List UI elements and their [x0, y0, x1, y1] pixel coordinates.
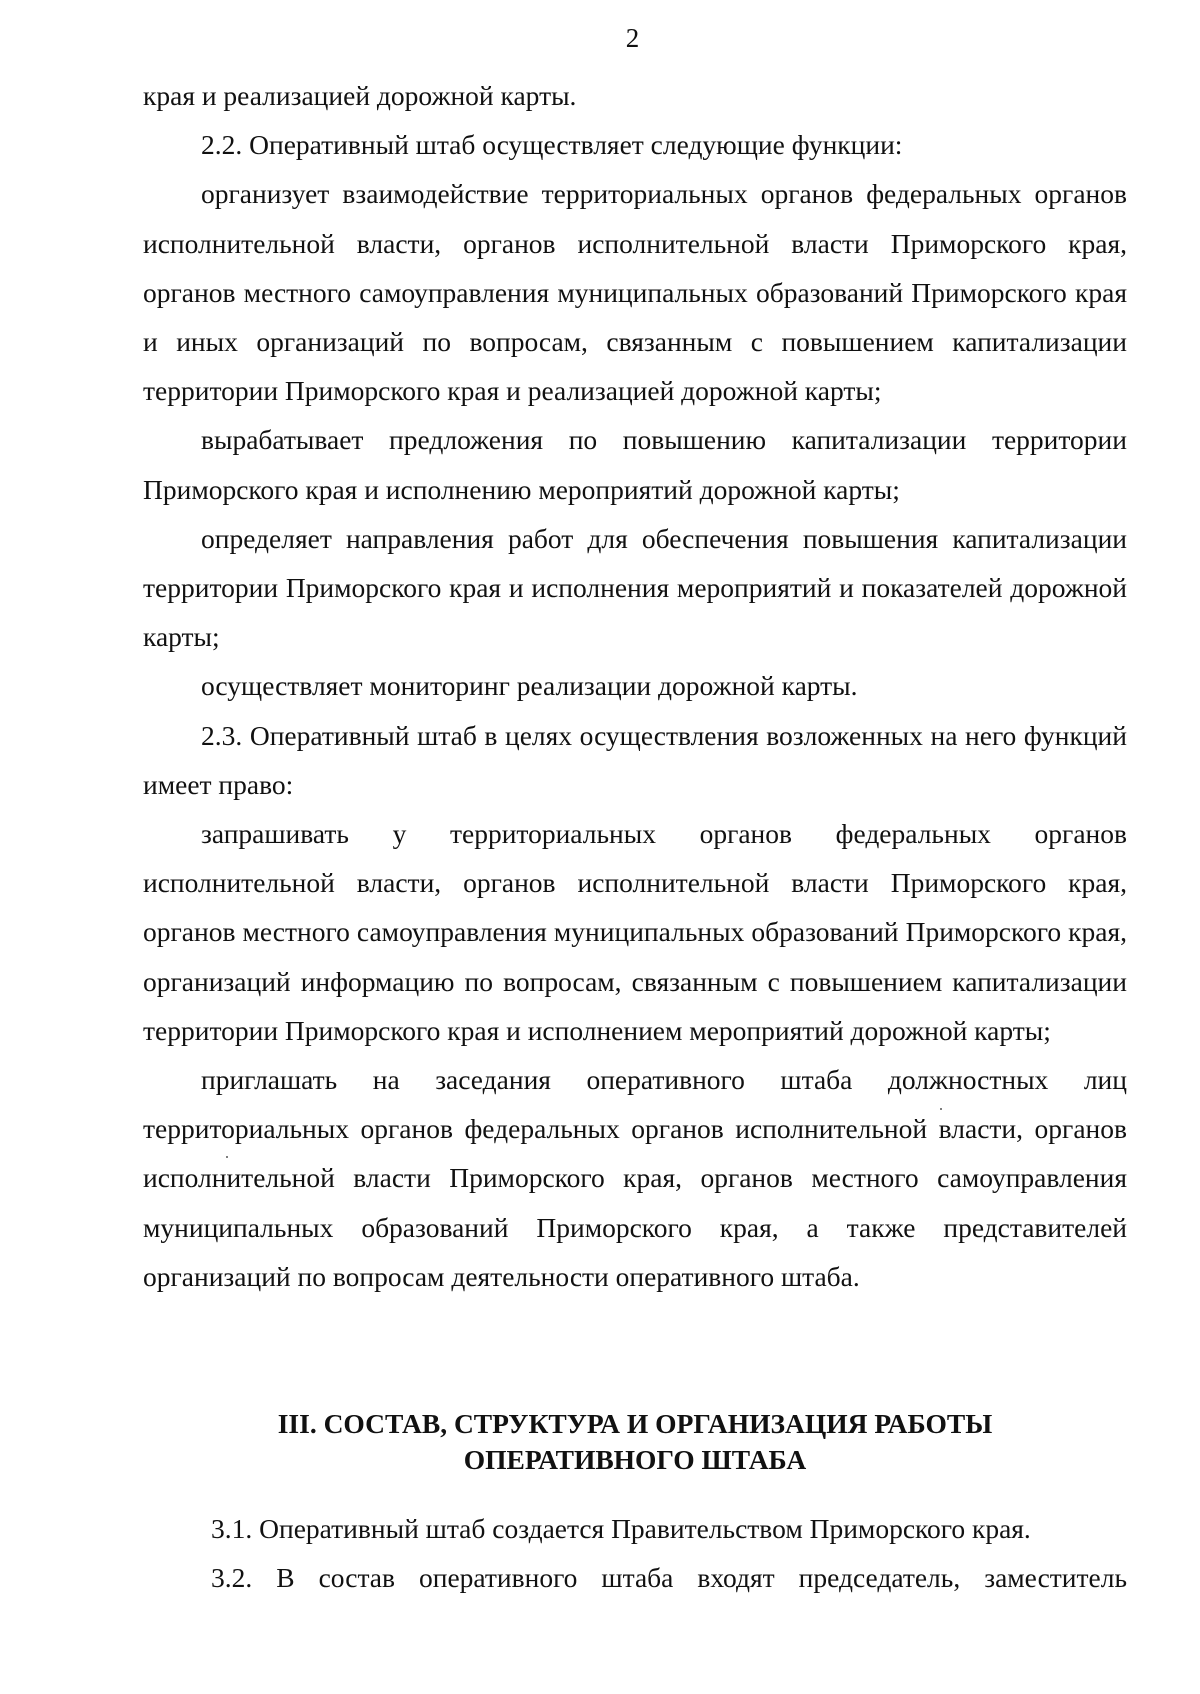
paragraph-3-1: 3.1. Оперативный штаб создается Правительством Приморского края. [211, 1513, 1031, 1544]
paragraph-invite: приглашать на заседания оперативного штаба должностных лиц территориальных органов федеральных органов исполнительной власти, органов исполнительной власти Приморского края, органов местного самоуправления муниципальных образований Приморского края, а также представителей организаций по вопросам деятельности оперативного штаба. [143, 1064, 1127, 1292]
scan-speck [940, 1108, 942, 1110]
scan-speck [226, 1156, 228, 1158]
paragraph-2-2: 2.2. Оперативный штаб осуществляет следующие функции: [201, 129, 903, 161]
paragraph-2-3: 2.3. Оперативный штаб в целях осуществления возложенных на него функций имеет право: [143, 719, 1127, 800]
page-number: 2 [625, 23, 640, 53]
paragraph-request: запрашивать у территориальных органов федеральных органов исполнительной власти, органов исполнительной власти Приморского края, органов местного самоуправления муниципальных образований Приморского края, организаций информацию по вопросам, связанным с повышением капитализации территории Приморского края и исполнением мероприятий дорожной карты; [143, 818, 1127, 1046]
section-3-body [143, 1504, 1127, 1602]
paragraph-develops: вырабатывает предложения по повышению капитализации территории Приморского края и исполнению мероприятий дорожной карты; [143, 424, 1127, 505]
section-heading-line-2: ОПЕРАТИВНОГО ШТАБА [463, 1444, 807, 1475]
section-heading-line-1: III. СОСТАВ, СТРУКТУРА И ОРГАНИЗАЦИЯ РАБОТЫ [277, 1408, 993, 1439]
paragraph-monitors: осуществляет мониторинг реализации дорожной карты. [201, 670, 858, 702]
paragraph-determines: определяет направления работ для обеспечения повышения капитализации территории Приморского края и исполнения мероприятий и показателей дорожной карты; [143, 522, 1127, 653]
paragraph-3-2: 3.2. В состав оперативного штаба входят председатель, заместитель [211, 1562, 1127, 1594]
paragraph-continuation: края и реализацией дорожной карты. [143, 80, 577, 111]
section-heading [143, 1406, 1127, 1478]
paragraph-organizes: организует взаимодействие территориальных органов федеральных органов исполнительной власти, органов исполнительной власти Приморского края, органов местного самоуправления муниципальных образований Приморского края и иных организаций по вопросам, связанным с повышением капитализации территории Приморского края и реализацией дорожной карты; [143, 178, 1127, 407]
document-body [143, 71, 1127, 1301]
